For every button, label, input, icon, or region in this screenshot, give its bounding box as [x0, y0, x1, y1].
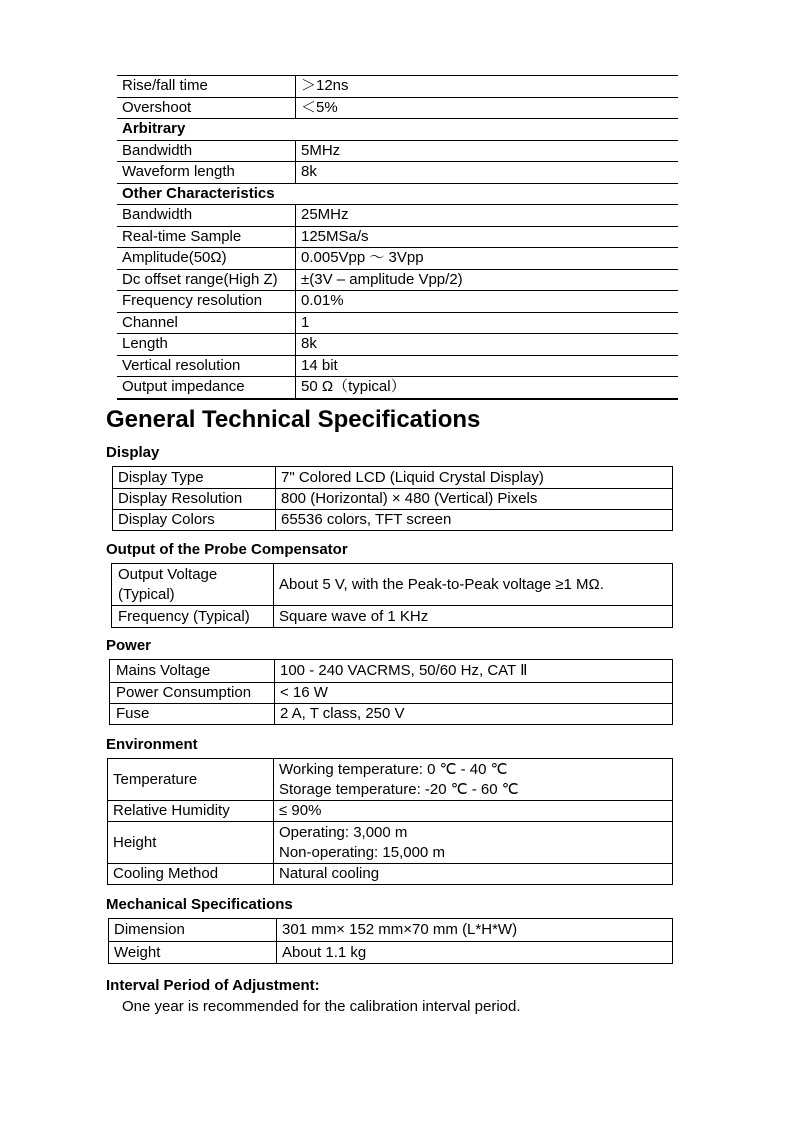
row-label: Display Resolution [113, 489, 276, 510]
row-label: Amplitude(50Ω) [117, 248, 296, 270]
row-value: 125MSa/s [296, 226, 679, 248]
table-row [117, 76, 678, 98]
table-row [117, 312, 678, 334]
probe-table [111, 563, 673, 628]
table-row [117, 291, 678, 313]
table-row [109, 942, 673, 964]
power-table [109, 659, 673, 725]
row-value: 0.01% [296, 291, 679, 313]
table-row [117, 205, 678, 227]
row-value: 50 Ω（typical） [296, 377, 679, 399]
table-row [110, 704, 673, 725]
row-value: 2 A, T class, 250 V [275, 704, 673, 725]
table-row [117, 248, 678, 270]
row-label: Mains Voltage [110, 660, 275, 683]
row-value: Square wave of 1 KHz [274, 606, 673, 628]
row-value: ＞12ns [296, 76, 679, 98]
row-label: Rise/fall time [117, 76, 296, 98]
table-row [108, 822, 673, 864]
row-label: Overshoot [117, 97, 296, 119]
table-row [109, 919, 673, 942]
table-row [113, 467, 673, 489]
table-row [113, 489, 673, 510]
row-value: 8k [296, 162, 679, 184]
row-label: Real-time Sample [117, 226, 296, 248]
table-row [117, 269, 678, 291]
row-label: Dc offset range(High Z) [117, 269, 296, 291]
row-value: About 5 V, with the Peak-to-Peak voltage ≥1 MΩ. [274, 564, 673, 606]
height-non-operating: Non-operating: 15,000 m [279, 843, 445, 861]
row-label: Power Consumption [110, 683, 275, 704]
temperature-working: Working temperature: 0 ℃ - 40 ℃ [279, 760, 508, 778]
table-row [117, 226, 678, 248]
table-row [117, 140, 678, 162]
table-row [108, 864, 673, 885]
interval-section-title: Interval Period of Adjustment: [106, 977, 320, 994]
row-label: Output impedance [117, 377, 296, 399]
power-section-title: Power [106, 637, 152, 654]
row-label: Height [108, 822, 274, 864]
row-label: Fuse [110, 704, 275, 725]
table-row [108, 801, 673, 822]
section-row [117, 183, 678, 205]
row-value: About 1.1 kg [277, 942, 673, 964]
row-label: Weight [109, 942, 277, 964]
table-row [117, 97, 678, 119]
page-heading: General Technical Specifications [106, 406, 481, 433]
row-value: 301 mm× 152 mm×70 mm (L*H*W) [277, 919, 673, 942]
row-value: 25MHz [296, 205, 679, 227]
row-value: 0.005Vpp ～ 3Vpp [296, 248, 679, 270]
row-label: Cooling Method [108, 864, 274, 885]
table-row [110, 660, 673, 683]
section-label: Other Characteristics [117, 183, 678, 205]
row-value: 1 [296, 312, 679, 334]
row-value [274, 759, 673, 801]
row-value [274, 822, 673, 864]
row-value: 7" Colored LCD (Liquid Crystal Display) [276, 467, 673, 489]
temperature-storage: Storage temperature: -20 ℃ - 60 ℃ [279, 780, 519, 798]
row-label: Channel [117, 312, 296, 334]
section-row [117, 119, 678, 141]
mechanical-table [108, 918, 673, 964]
row-value: 65536 colors, TFT screen [276, 510, 673, 531]
display-section-title: Display [106, 444, 160, 461]
row-label: Bandwidth [117, 140, 296, 162]
table-row [117, 162, 678, 184]
row-label: Vertical resolution [117, 355, 296, 377]
row-value: 5MHz [296, 140, 679, 162]
environment-table [107, 758, 673, 885]
probe-section-title: Output of the Probe Compensator [106, 541, 348, 558]
environment-section-title: Environment [106, 736, 198, 753]
row-value: ≤ 90% [274, 801, 673, 822]
row-label: Temperature [108, 759, 274, 801]
row-value: < 16 W [275, 683, 673, 704]
row-label: Waveform length [117, 162, 296, 184]
row-value: ＜5% [296, 97, 679, 119]
section-label: Arbitrary [117, 119, 678, 141]
table-row [117, 355, 678, 377]
table-row [110, 683, 673, 704]
row-value: 800 (Horizontal) × 480 (Vertical) Pixels [276, 489, 673, 510]
table-row [117, 377, 678, 399]
row-value: 8k [296, 334, 679, 356]
table-row [112, 606, 673, 628]
row-label: Display Colors [113, 510, 276, 531]
height-operating: Operating: 3,000 m [279, 823, 408, 841]
row-label: Display Type [113, 467, 276, 489]
row-label: Frequency (Typical) [112, 606, 274, 628]
row-label: Relative Humidity [108, 801, 274, 822]
table-row [112, 564, 673, 606]
interval-note: One year is recommended for the calibration interval period. [122, 998, 521, 1015]
row-value: Natural cooling [274, 864, 673, 885]
row-value: ±(3V – amplitude Vpp/2) [296, 269, 679, 291]
row-label: Bandwidth [117, 205, 296, 227]
display-table [112, 466, 673, 531]
row-label: Output Voltage (Typical) [112, 564, 274, 606]
row-value: 14 bit [296, 355, 679, 377]
table-row [113, 510, 673, 531]
table-row [108, 759, 673, 801]
spec-table-continued [117, 75, 678, 400]
table-row [117, 334, 678, 356]
mechanical-section-title: Mechanical Specifications [106, 896, 293, 913]
row-label: Length [117, 334, 296, 356]
row-value: 100 - 240 VACRMS, 50/60 Hz, CAT Ⅱ [275, 660, 673, 683]
row-label: Dimension [109, 919, 277, 942]
row-label: Frequency resolution [117, 291, 296, 313]
